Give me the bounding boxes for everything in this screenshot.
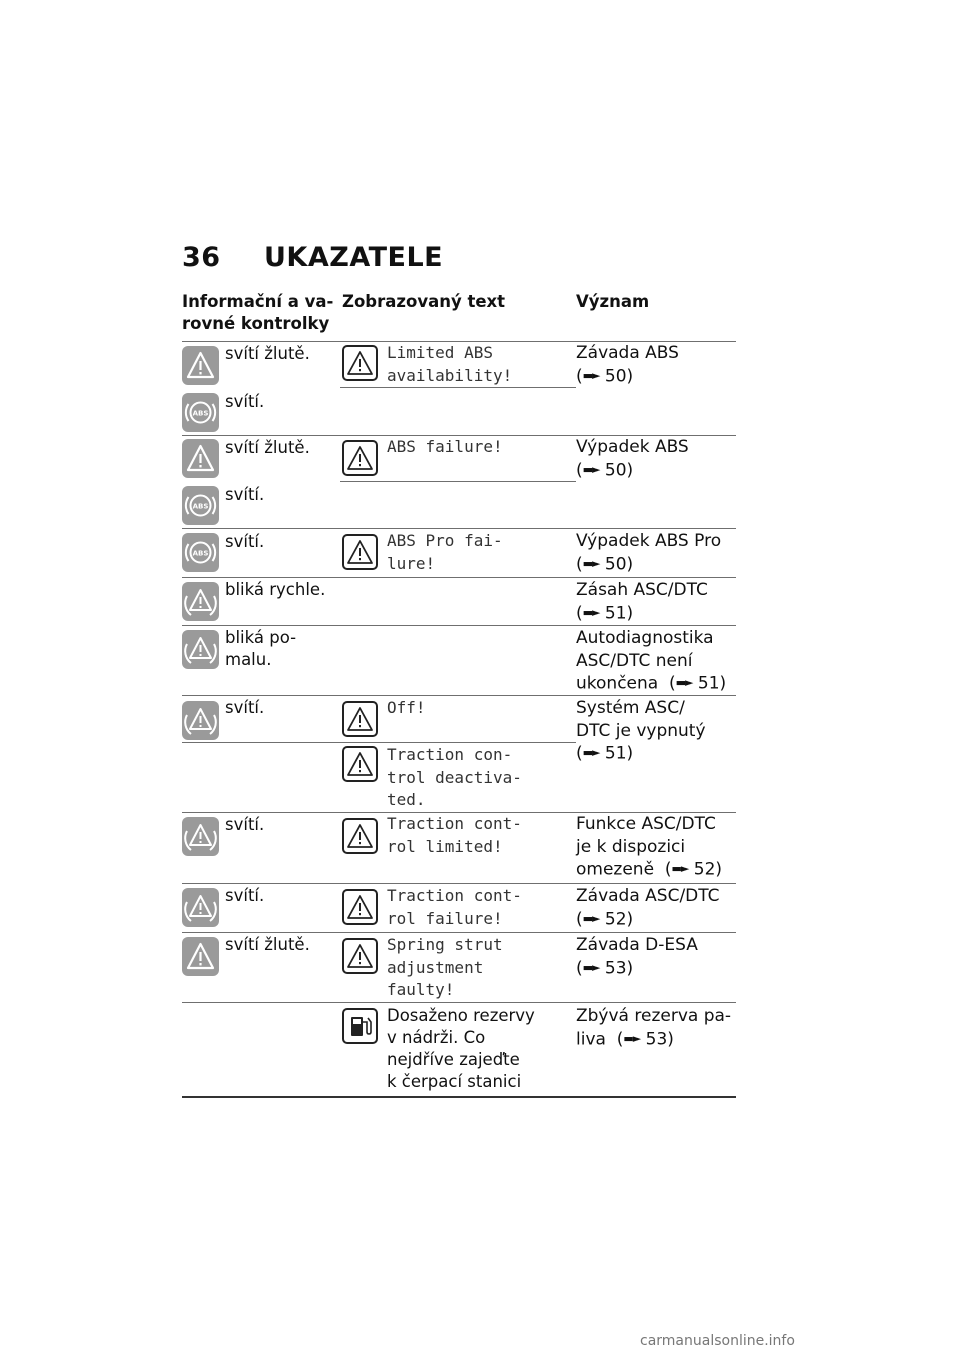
page-header [182,242,444,273]
meaning-line: Autodiagnostika [576,628,714,648]
row-divider [182,883,736,884]
page-reference-number: 51) [604,743,634,764]
display-text-line: ABS Pro fai- [387,531,503,550]
svg-text:ABS: ABS [192,549,209,558]
display-text-line: nejdříve zajeďte [387,1050,520,1069]
display-text-line: faulty! [387,980,455,999]
meaning-text [576,579,708,624]
display-text [387,530,503,575]
page-reference-number: 53) [604,957,634,978]
warning-triangle-icon [182,937,219,976]
table-bottom-rule [182,1096,736,1098]
page-reference[interactable]: (▬► 50) [576,365,634,386]
row-divider [182,577,736,578]
meaning-text [576,342,679,387]
column-header-indicators-line2: rovné kontrolky [182,314,330,333]
display-text-line: Spring strut [387,935,503,954]
meaning-line: Závada D-ESA [576,935,698,955]
page-title: UKAZATELE [264,242,444,273]
display-text-line: ted. [387,790,426,809]
lamp-status: svítí. [225,532,265,551]
page-reference[interactable]: (▬► 51) [576,743,634,764]
abs-icon [182,486,219,525]
meaning-line: Systém ASC/ [576,698,685,718]
watermark: carmanualsonline.info [640,1333,795,1349]
display-text-line: Traction con- [387,745,513,764]
lamp-status: svítí. [225,485,265,504]
display-text-line: Traction cont- [387,814,522,833]
lamp-status-line: malu. [225,650,272,669]
page-reference[interactable]: liva (▬► 53) [576,1028,674,1049]
meaning-line: Zbývá rezerva pa- [576,1006,732,1026]
fuel-pump-icon [342,1008,378,1044]
display-text [387,813,522,858]
meaning-line: Závada ASC/DTC [576,886,720,906]
asc-dtc-icon [182,582,219,621]
display-text [387,1005,535,1093]
lamp-status: svítí. [225,886,265,905]
row-divider [340,387,576,388]
display-text-line: Off! [387,698,426,717]
asc-dtc-icon [182,701,219,740]
page-reference-number: 50) [604,553,634,574]
meaning-text [576,697,706,765]
display-text-line: rol limited! [387,836,503,856]
arrow-right-icon: ▬► [582,746,600,759]
page-reference-number: 50) [604,459,634,480]
column-header-display-text: Zobrazovaný text [342,292,506,311]
abs-icon [182,533,219,572]
page-reference[interactable]: (▬► 51) [576,602,634,623]
page-reference[interactable]: omezeně (▬► 52) [576,859,723,880]
lamp-status: svítí žlutě. [225,438,310,457]
column-header-indicators-line1: Informační a va- [182,292,334,311]
display-text-line: adjustment [387,957,484,977]
page-reference[interactable]: (▬► 50) [576,553,634,574]
meaning-text [576,885,720,930]
meaning-line: liva [576,1028,606,1049]
lamp-status: svítí. [225,392,265,411]
row-divider [340,481,576,482]
meaning-line: Výpadek ABS Pro [576,531,722,551]
display-text [387,342,512,387]
row-divider [182,528,736,529]
page-reference-number: 52) [604,908,634,929]
meaning-line: omezeně [576,859,655,880]
page-reference[interactable]: (▬► 52) [576,908,634,929]
meaning-text [576,436,689,481]
meaning-text [576,530,721,575]
arrow-right-icon: ▬► [582,462,600,476]
page-reference-number: 53) [645,1028,674,1049]
display-text [387,885,522,930]
display-text-line: trol deactiva- [387,767,522,787]
arrow-right-icon: ▬► [623,1031,641,1045]
arrow-right-icon: ▬► [582,368,600,382]
arrow-right-icon: ▬► [582,911,600,925]
lamp-status: svítí žlutě. [225,935,310,954]
asc-dtc-icon [182,888,219,927]
lamp-status [225,627,296,671]
lamp-status: svítí. [225,698,265,717]
display-warning-triangle-icon [342,345,378,381]
display-warning-triangle-icon [342,889,378,925]
display-text-line: rol failure! [387,908,503,928]
svg-text:ABS: ABS [192,409,209,418]
meaning-text [576,1005,731,1050]
display-text-line: availability! [387,365,513,385]
page-reference[interactable]: (▬► 50) [576,459,634,480]
column-header-indicators [182,291,333,335]
display-text-line: ABS failure! [387,437,503,456]
display-text-line: Dosaženo rezervy [387,1006,535,1025]
display-text-line: Traction cont- [387,886,522,905]
row-divider [182,932,736,933]
display-text-line: v nádrži. Co [387,1028,486,1047]
arrow-right-icon: ▬► [582,960,600,974]
abs-icon [182,393,219,432]
meaning-line: Výpadek ABS [576,437,689,457]
arrow-right-icon: ▬► [675,676,693,689]
meaning-line: Zásah ASC/DTC [576,580,708,600]
meaning-line: Závada ABS [576,343,679,363]
page-reference[interactable]: ukončena (▬► 51) [576,673,727,694]
display-text [387,744,522,812]
display-warning-triangle-icon [342,746,378,782]
lamp-status: svítí. [225,815,265,834]
display-text-line: lure! [387,553,436,573]
warning-triangle-icon [182,346,219,385]
display-warning-triangle-icon [342,534,378,570]
warning-triangle-icon [182,439,219,478]
display-text [387,934,503,1002]
display-text-line: k čerpací stanici [387,1072,522,1091]
display-warning-triangle-icon [342,818,378,854]
page-reference-number: 50) [604,365,634,386]
lamp-status-line: bliká po- [225,628,297,647]
meaning-line: je k dispozici [576,836,686,857]
meaning-line: Funkce ASC/DTC [576,814,716,834]
lamp-status: bliká rychle. [225,580,326,599]
row-divider [182,742,576,743]
meaning-line: DTC je vypnutý [576,720,706,741]
page-number: 36 [182,242,221,273]
display-warning-triangle-icon [342,440,378,476]
page-reference-number: 51) [697,673,727,694]
lamp-status: svítí žlutě. [225,344,310,363]
display-text [387,697,426,720]
meaning-text [576,934,698,979]
arrow-right-icon: ▬► [671,862,689,875]
display-warning-triangle-icon [342,938,378,974]
meaning-line: ukončena [576,673,659,694]
meaning-line: ASC/DTC není [576,650,693,671]
meaning-text [576,813,722,881]
row-divider [182,1002,736,1003]
asc-dtc-icon [182,630,219,669]
meaning-text [576,627,726,695]
page-reference[interactable]: (▬► 53) [576,957,634,978]
page-reference-number: 51) [604,602,634,623]
row-divider [182,625,736,626]
display-text-line: Limited ABS [387,343,493,362]
asc-dtc-icon [182,817,219,856]
column-header-meaning: Význam [576,292,650,311]
arrow-right-icon: ▬► [582,556,600,570]
row-divider [182,695,736,696]
page-reference-number: 52) [693,859,723,880]
svg-text:ABS: ABS [192,502,209,511]
display-text [387,436,503,459]
display-warning-triangle-icon [342,701,378,737]
arrow-right-icon: ▬► [582,605,600,619]
